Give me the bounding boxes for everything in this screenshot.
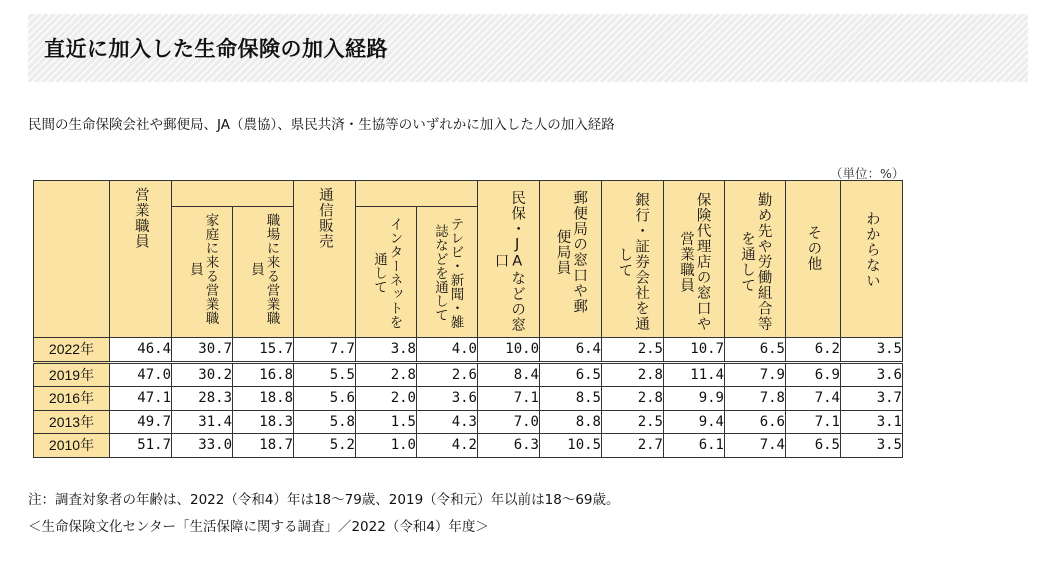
value-cell: 6.6 (725, 410, 786, 434)
header-other: その他 (786, 181, 841, 338)
value-cell: 7.8 (725, 387, 786, 411)
title-bar (28, 14, 1028, 82)
value-cell: 16.8 (233, 362, 294, 387)
value-cell: 3.6 (417, 387, 478, 411)
value-cell: 28.3 (172, 387, 233, 411)
header-tv-media: テレビ・新聞・雑誌などを通して (417, 207, 478, 338)
value-cell: 6.5 (786, 434, 841, 458)
value-cell: 30.2 (172, 362, 233, 387)
value-cell: 7.1 (786, 410, 841, 434)
value-cell: 8.4 (478, 362, 540, 387)
table-row (34, 338, 903, 363)
year-cell: 2022年 (34, 338, 110, 363)
value-cell: 2.5 (602, 410, 664, 434)
value-cell: 1.5 (356, 410, 417, 434)
value-cell: 11.4 (664, 362, 725, 387)
value-cell: 1.0 (356, 434, 417, 458)
value-cell: 46.4 (110, 338, 172, 363)
value-cell: 51.7 (110, 434, 172, 458)
value-cell: 2.8 (602, 362, 664, 387)
value-cell: 33.0 (172, 434, 233, 458)
value-cell: 7.9 (725, 362, 786, 387)
value-cell: 5.2 (294, 434, 356, 458)
value-cell: 3.7 (841, 387, 903, 411)
value-cell: 4.2 (417, 434, 478, 458)
header-mail-group-spacer (356, 181, 478, 207)
value-cell: 6.5 (725, 338, 786, 363)
value-cell: 18.7 (233, 434, 294, 458)
value-cell: 47.0 (110, 362, 172, 387)
table-row (34, 410, 903, 434)
value-cell: 18.8 (233, 387, 294, 411)
header-bank: 銀行・証券会社を通して (602, 181, 664, 338)
value-cell: 10.0 (478, 338, 540, 363)
header-sales-group-spacer (172, 181, 294, 207)
header-employer: 勤め先や労働組合等を通して (725, 181, 786, 338)
footnote: 注：調査対象者の年齢は、2022（令和4）年は18〜79歳、2019（令和元）年以前は18〜69歳。 (28, 492, 620, 508)
value-cell: 4.3 (417, 410, 478, 434)
value-cell: 2.8 (356, 362, 417, 387)
value-cell: 15.7 (233, 338, 294, 363)
value-cell: 7.0 (478, 410, 540, 434)
value-cell: 7.4 (786, 387, 841, 411)
year-cell: 2013年 (34, 410, 110, 434)
value-cell: 31.4 (172, 410, 233, 434)
value-cell: 6.1 (664, 434, 725, 458)
year-cell: 2016年 (34, 387, 110, 411)
value-cell: 2.7 (602, 434, 664, 458)
value-cell: 6.3 (478, 434, 540, 458)
value-cell: 3.8 (356, 338, 417, 363)
source-citation: ＜生命保険文化センター「生活保障に関する調査」／2022（令和4）年度＞ (28, 519, 489, 535)
table-row (34, 387, 903, 411)
value-cell: 7.7 (294, 338, 356, 363)
value-cell: 18.3 (233, 410, 294, 434)
value-cell: 3.6 (841, 362, 903, 387)
header-internet: インターネットを通して (356, 207, 417, 338)
header-workplace: 職場に来る営業職員 (233, 207, 294, 338)
header-sales-staff: 営業職員 (110, 181, 172, 338)
value-cell: 5.6 (294, 387, 356, 411)
value-cell: 8.5 (540, 387, 602, 411)
value-cell: 47.1 (110, 387, 172, 411)
value-cell: 3.5 (841, 338, 903, 363)
header-unknown: わからない (841, 181, 903, 338)
value-cell: 5.5 (294, 362, 356, 387)
value-cell: 7.4 (725, 434, 786, 458)
value-cell: 49.7 (110, 410, 172, 434)
value-cell: 6.5 (540, 362, 602, 387)
value-cell: 3.1 (841, 410, 903, 434)
value-cell: 6.4 (540, 338, 602, 363)
value-cell: 9.4 (664, 410, 725, 434)
header-agent: 保険代理店の窓口や営業職員 (664, 181, 725, 338)
value-cell: 5.8 (294, 410, 356, 434)
year-cell: 2019年 (34, 362, 110, 387)
data-table (33, 180, 903, 458)
value-cell: 30.7 (172, 338, 233, 363)
table-row (34, 434, 903, 458)
value-cell: 10.7 (664, 338, 725, 363)
header-mail-order: 通信販売 (294, 181, 356, 338)
value-cell: 4.0 (417, 338, 478, 363)
value-cell: 2.6 (417, 362, 478, 387)
value-cell: 2.0 (356, 387, 417, 411)
value-cell: 9.9 (664, 387, 725, 411)
header-minpo-ja: 民保・JAなどの窓口 (478, 181, 540, 338)
value-cell: 2.8 (602, 387, 664, 411)
header-year-corner (34, 181, 110, 338)
page-title: 直近に加入した生命保険の加入経路 (44, 37, 388, 61)
value-cell: 8.8 (540, 410, 602, 434)
value-cell: 2.5 (602, 338, 664, 363)
subtitle: 民間の生命保険会社や郵便局、JA（農協）、県民共済・生協等のいずれかに加入した人の加入経路 (28, 117, 615, 133)
value-cell: 7.1 (478, 387, 540, 411)
header-post-office: 郵便局の窓口や郵便局員 (540, 181, 602, 338)
year-cell: 2010年 (34, 434, 110, 458)
value-cell: 6.2 (786, 338, 841, 363)
table-row (34, 362, 903, 387)
value-cell: 10.5 (540, 434, 602, 458)
value-cell: 6.9 (786, 362, 841, 387)
unit-label: （単位：%） (830, 166, 905, 181)
value-cell: 3.5 (841, 434, 903, 458)
header-home-visit: 家庭に来る営業職員 (172, 207, 233, 338)
